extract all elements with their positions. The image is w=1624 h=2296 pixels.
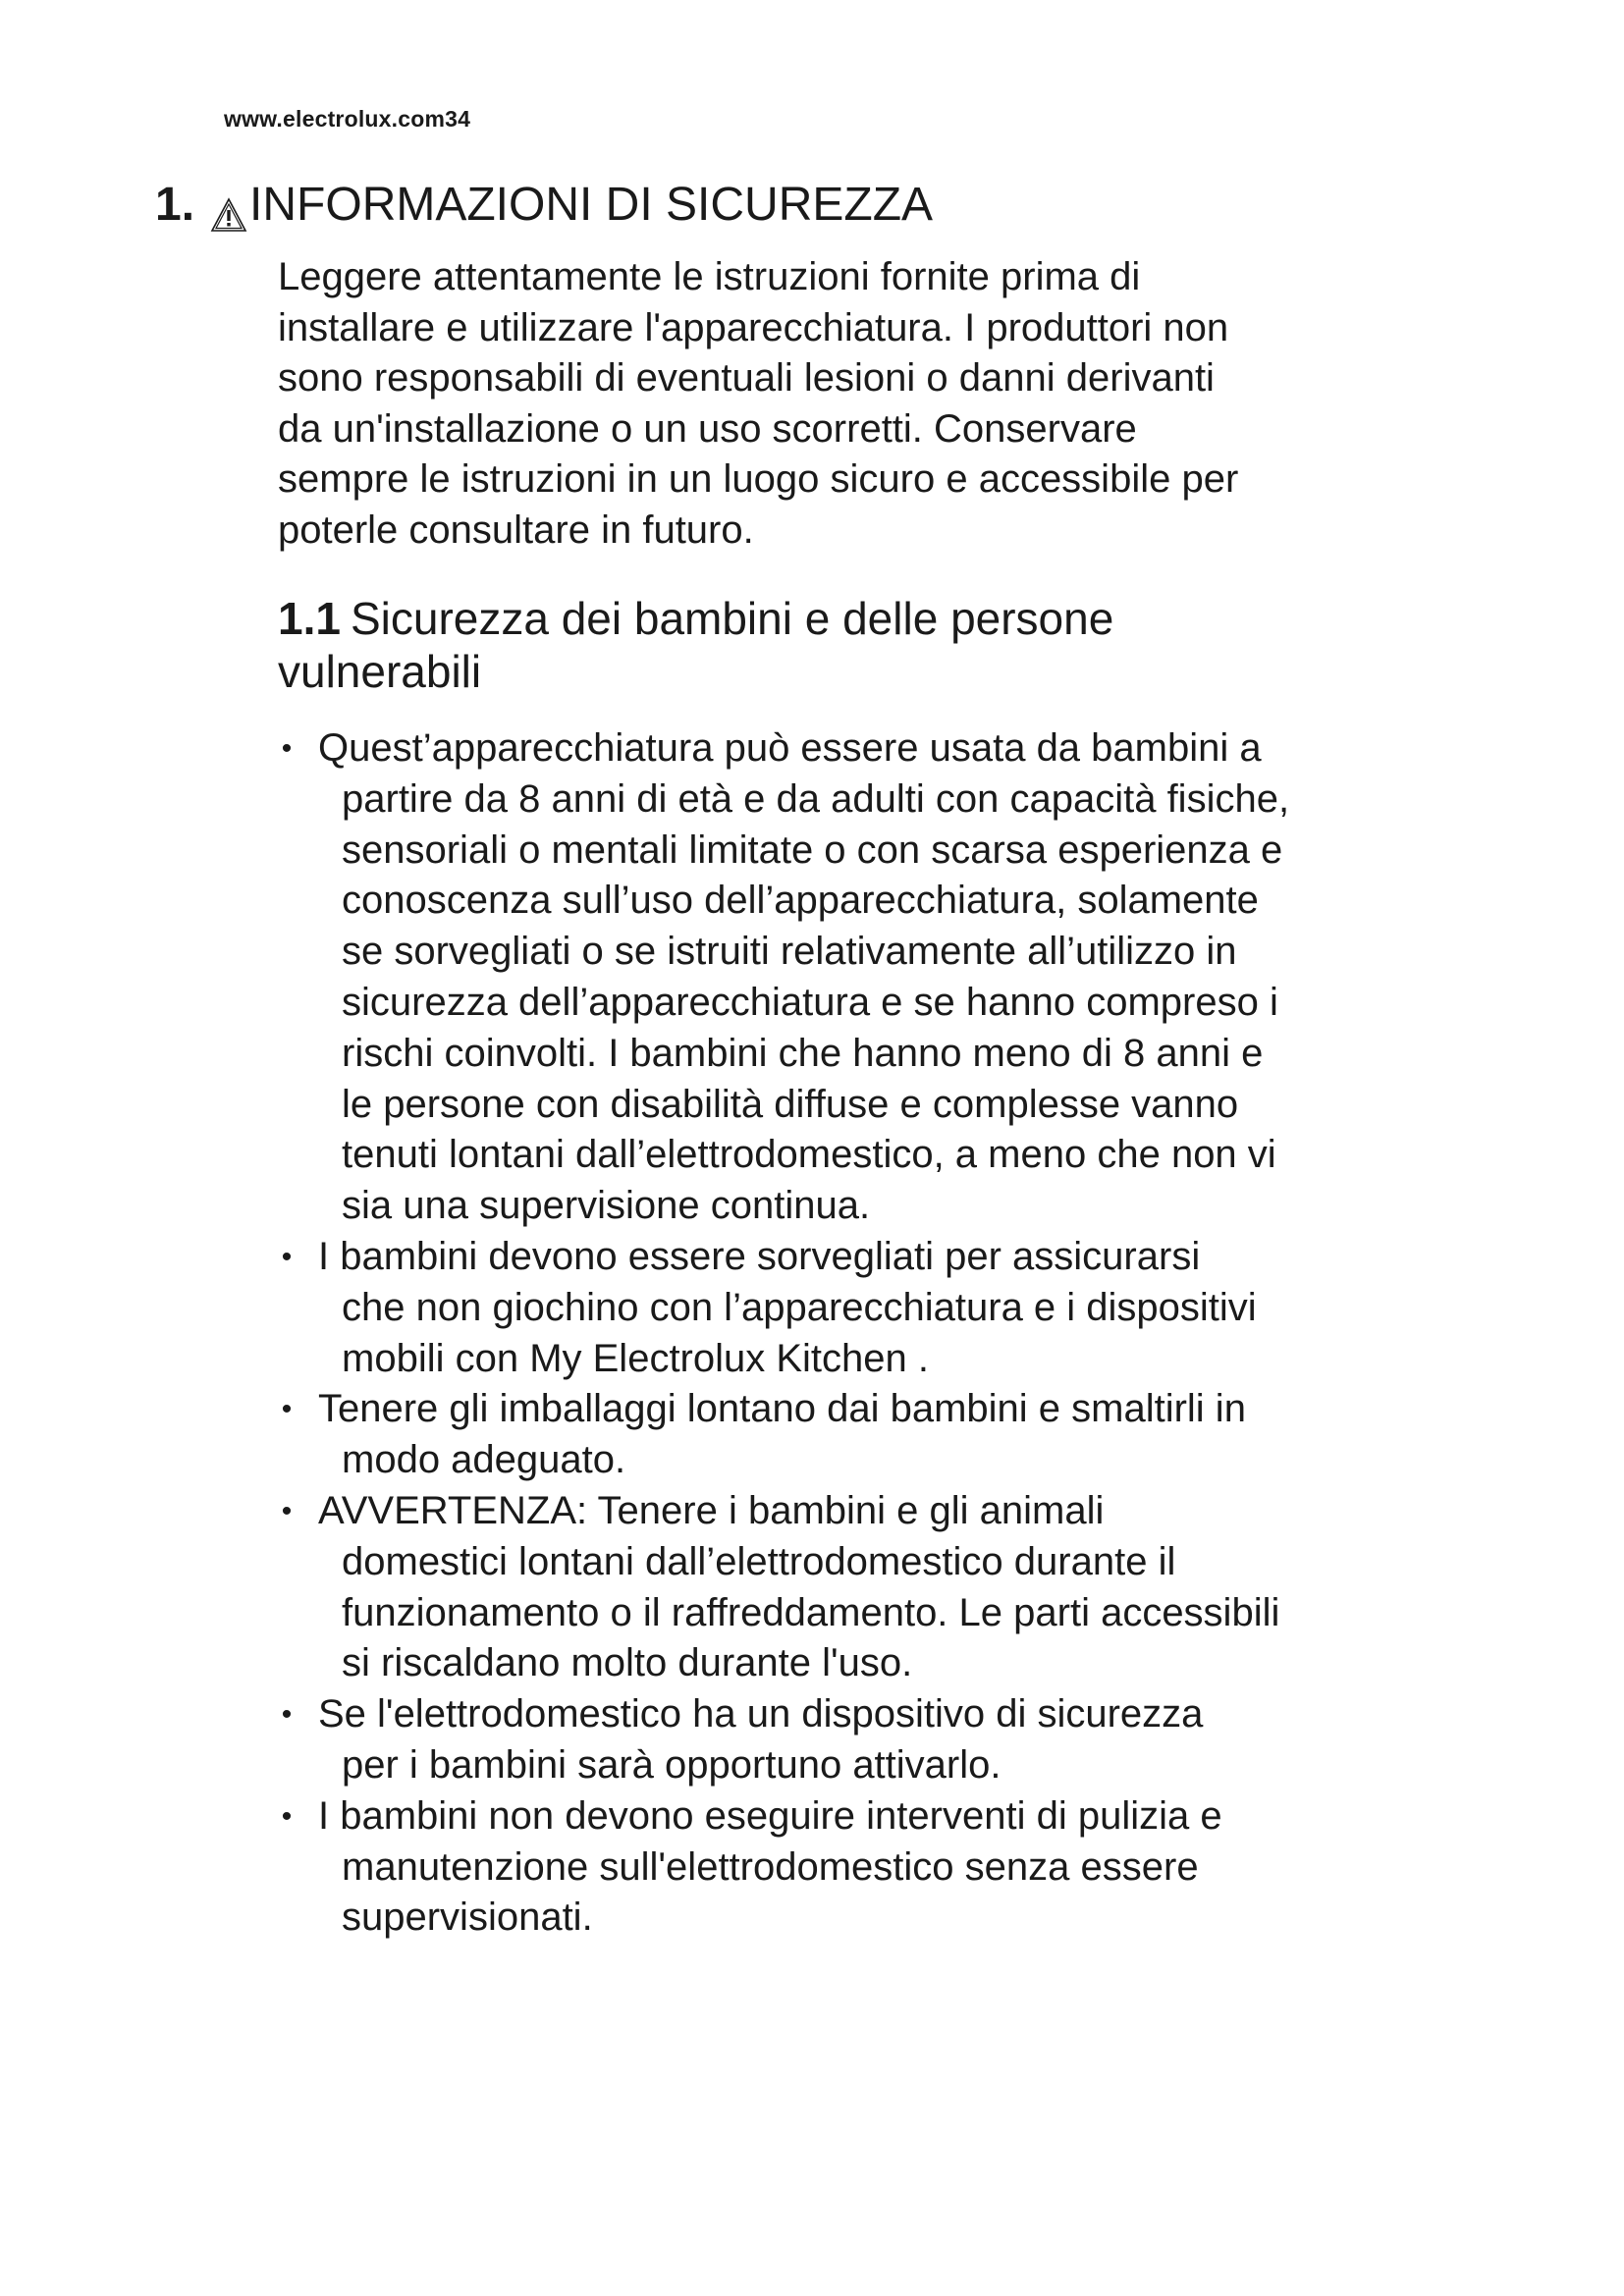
bullet-line: per i bambini sarà opportuno attivarlo. [342,1742,1001,1787]
bullet-line: modo adeguato. [342,1438,626,1482]
warning-triangle-icon [210,189,247,225]
bullet-dot-icon: • [281,1393,293,1426]
bullet-dot-icon: • [281,1799,293,1833]
bullet-line: sicurezza dell’apparecchiatura e se hanno compreso i [342,980,1278,1024]
bullet-line: Tenere gli imballaggi lontano dai bambini e smaltirli in [318,1387,1246,1431]
bullet-dot-icon: • [281,1494,293,1527]
bullet-dot-icon: • [281,732,293,765]
bullet-line: conoscenza sull’uso dell’apparecchiatura, solamente [342,879,1259,923]
intro-paragraph [278,252,1515,556]
section-title [155,177,933,234]
bullet-line: sensoriali o mentali limitate o con scarsa esperienza e [342,828,1283,872]
intro-line: poterle consultare in futuro. [278,507,754,552]
bullet-line: AVVERTENZA: Tenere i bambini e gli animali [318,1488,1105,1532]
bullet-line: sia una supervisione continua. [342,1184,871,1228]
bullet-item [273,1486,1500,1689]
intro-line: sempre le istruzioni in un luogo sicuro e accessibile per [278,457,1239,501]
bullet-line: le persone con disabilità diffuse e complesse vanno [342,1082,1239,1126]
bullet-line: se sorvegliati o se istruiti relativamente all’utilizzo in [342,930,1237,974]
bullet-line: I bambini devono essere sorvegliati per assicurarsi [318,1234,1201,1278]
bullet-item [273,1384,1500,1486]
bullet-line: tenuti lontani dall’elettrodomestico, a meno che non vi [342,1133,1276,1177]
bullet-line: si riscaldano molto durante l'uso. [342,1641,913,1685]
subsection-title-line2: vulnerabili [278,646,482,697]
subsection-title-line1: Sicurezza dei bambini e delle persone [350,593,1114,644]
bullet-line: che non giochino con l’apparecchiatura e i dispositivi [342,1285,1257,1329]
bullet-dot-icon: • [281,1240,293,1273]
bullet-line: domestici lontani dall’elettrodomestico durante il [342,1539,1176,1583]
bullet-item [273,723,1500,1232]
bullet-line: mobili con My Electrolux Kitchen . [342,1336,930,1380]
intro-line: installare e utilizzare l'apparecchiatura. I produttori non [278,305,1229,349]
section-title-text: INFORMAZIONI DI SICUREZZA [249,179,934,231]
subsection-title [278,592,1358,698]
bullet-line: funzionamento o il raffreddamento. Le parti accessibili [342,1590,1280,1634]
bullet-line: rischi coinvolti. I bambini che hanno meno di 8 anni e [342,1031,1264,1075]
intro-line: da un'installazione o un uso scorretti. Conservare [278,406,1137,451]
intro-line: sono responsabili di eventuali lesioni o danni derivanti [278,356,1215,400]
intro-line: Leggere attentamente le istruzioni fornite prima di [278,255,1141,298]
bullet-line: Se l'elettrodomestico ha un dispositivo di sicurezza [318,1692,1204,1736]
section-number: 1. [155,179,195,231]
subsection-number: 1.1 [278,593,341,644]
bullet-dot-icon: • [281,1698,293,1732]
bullet-item [273,1689,1500,1791]
bullet-line: I bambini non devono eseguire interventi di pulizia e [318,1793,1222,1838]
bullet-line: partire da 8 anni di età e da adulti con capacità fisiche, [342,776,1290,821]
bullet-item [273,1791,1500,1944]
bullet-line: supervisionati. [342,1896,593,1940]
safety-bullet-list [273,723,1500,1944]
bullet-item [273,1232,1500,1384]
bullet-line: manutenzione sull'elettrodomestico senza essere [342,1844,1199,1889]
bullet-line: Quest’apparecchiatura può essere usata da bambini a [318,726,1262,770]
page-header-url: www.electrolux.com34 [224,106,471,132]
